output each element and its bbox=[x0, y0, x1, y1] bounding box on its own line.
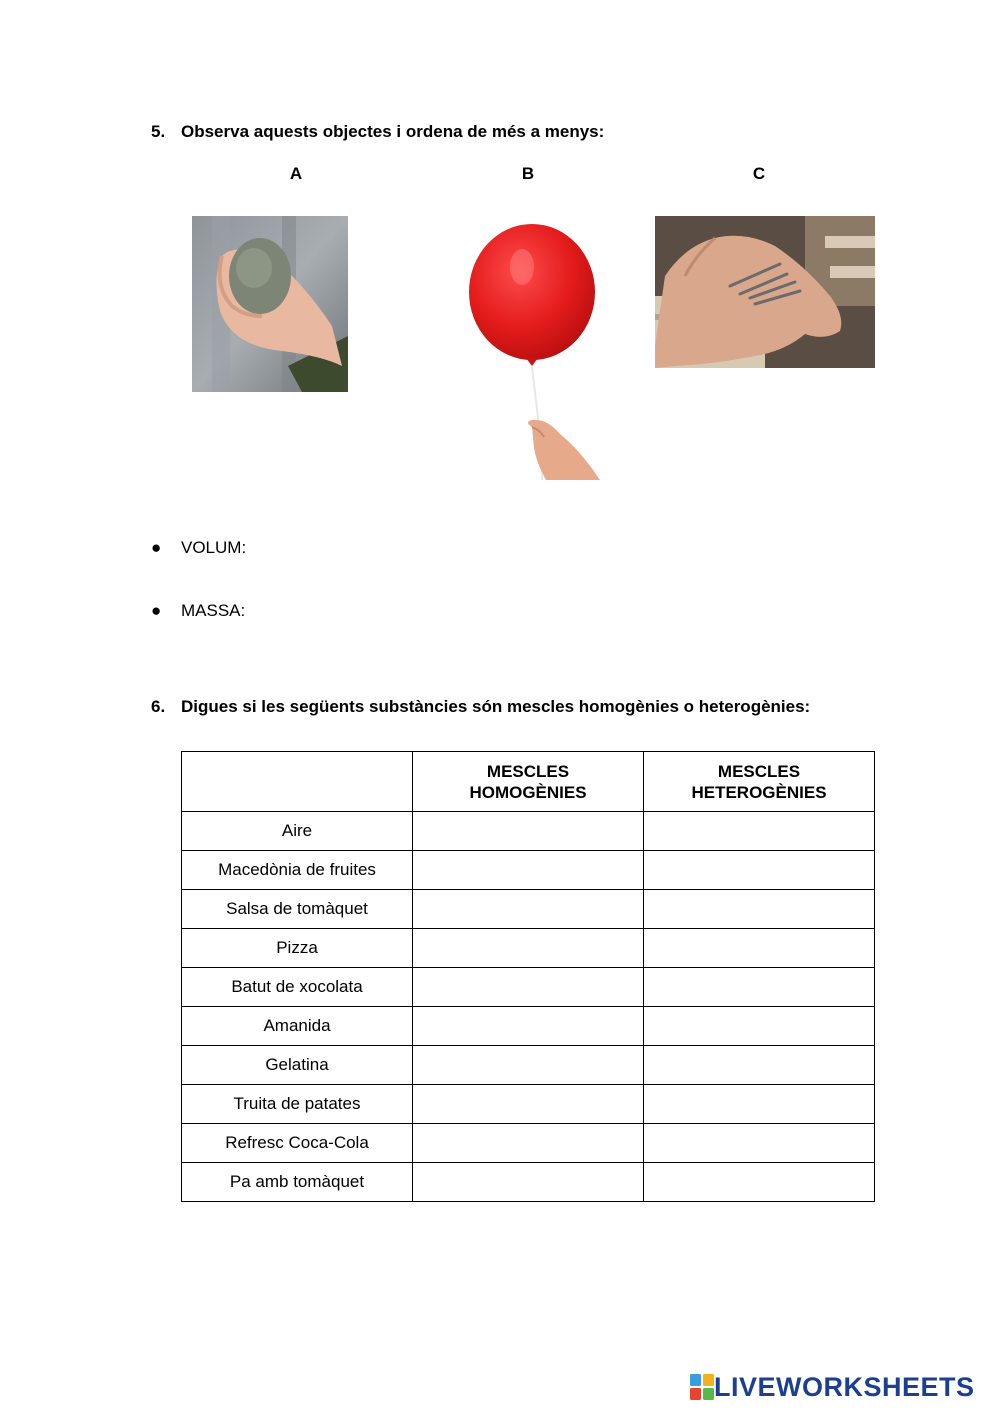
header-line: HETEROGÈNIES bbox=[691, 782, 827, 802]
homogeneous-cell[interactable] bbox=[413, 890, 644, 929]
substance-name: Amanida bbox=[182, 1007, 413, 1046]
question-text: Digues si les següents substàncies són mescles homogènies o heterogènies: bbox=[181, 697, 811, 716]
homogeneous-cell[interactable] bbox=[413, 1163, 644, 1202]
mass-label: MASSA: bbox=[181, 601, 246, 620]
question-number: 5. bbox=[151, 122, 166, 141]
homogeneous-cell[interactable] bbox=[413, 1124, 644, 1163]
header-homogeneous bbox=[413, 752, 644, 812]
table-row bbox=[182, 1124, 875, 1163]
substance-name: Batut de xocolata bbox=[182, 968, 413, 1007]
table-row bbox=[182, 1163, 875, 1202]
header-line: HOMOGÈNIES bbox=[469, 782, 587, 802]
substance-name: Pa amb tomàquet bbox=[182, 1163, 413, 1202]
bullet-icon: ● bbox=[151, 601, 162, 620]
heterogeneous-cell[interactable] bbox=[644, 1124, 875, 1163]
heterogeneous-cell[interactable] bbox=[644, 812, 875, 851]
homogeneous-cell[interactable] bbox=[413, 851, 644, 890]
heterogeneous-cell[interactable] bbox=[644, 1163, 875, 1202]
homogeneous-cell[interactable] bbox=[413, 968, 644, 1007]
header-empty bbox=[182, 752, 413, 812]
volume-bullet bbox=[151, 538, 246, 558]
volume-label: VOLUM: bbox=[181, 538, 247, 557]
homogeneous-cell[interactable] bbox=[413, 1007, 644, 1046]
heterogeneous-cell[interactable] bbox=[644, 929, 875, 968]
substance-name: Aire bbox=[182, 812, 413, 851]
heterogeneous-cell[interactable] bbox=[644, 1085, 875, 1124]
homogeneous-cell[interactable] bbox=[413, 1046, 644, 1085]
stone-in-hand-image bbox=[192, 216, 348, 392]
heterogeneous-cell[interactable] bbox=[644, 1007, 875, 1046]
table-header-row bbox=[182, 752, 875, 812]
header-line: MESCLES bbox=[717, 761, 801, 781]
screws-in-hand-image bbox=[655, 216, 875, 368]
heterogeneous-cell[interactable] bbox=[644, 968, 875, 1007]
mixtures-table bbox=[181, 751, 875, 1202]
heterogeneous-cell[interactable] bbox=[644, 851, 875, 890]
label-a: A bbox=[289, 164, 303, 183]
table-row bbox=[182, 929, 875, 968]
table-row bbox=[182, 1007, 875, 1046]
question-5-title bbox=[151, 122, 604, 142]
table-row bbox=[182, 1046, 875, 1085]
header-line: MESCLES bbox=[486, 761, 570, 781]
table-row bbox=[182, 968, 875, 1007]
logo-blocks-icon bbox=[690, 1374, 714, 1400]
substance-name: Refresc Coca-Cola bbox=[182, 1124, 413, 1163]
header-heterogeneous bbox=[644, 752, 875, 812]
substance-name: Truita de patates bbox=[182, 1085, 413, 1124]
label-c: C bbox=[752, 164, 766, 183]
substance-name: Gelatina bbox=[182, 1046, 413, 1085]
table-row bbox=[182, 1085, 875, 1124]
label-b: B bbox=[521, 164, 535, 183]
red-balloon-image bbox=[462, 222, 602, 480]
mass-bullet bbox=[151, 601, 245, 621]
liveworksheets-logo bbox=[690, 1373, 975, 1401]
heterogeneous-cell[interactable] bbox=[644, 890, 875, 929]
table-row bbox=[182, 812, 875, 851]
heterogeneous-cell[interactable] bbox=[644, 1046, 875, 1085]
substance-name: Salsa de tomàquet bbox=[182, 890, 413, 929]
question-6-title bbox=[151, 697, 810, 717]
question-text: Observa aquests objectes i ordena de més a menys: bbox=[181, 122, 605, 141]
table-row bbox=[182, 890, 875, 929]
substance-name: Macedònia de fruites bbox=[182, 851, 413, 890]
homogeneous-cell[interactable] bbox=[413, 1085, 644, 1124]
question-number: 6. bbox=[151, 697, 166, 716]
bullet-icon: ● bbox=[151, 538, 162, 557]
logo-text: LIVEWORKSHEETS bbox=[714, 1371, 975, 1402]
table-row bbox=[182, 851, 875, 890]
substance-name: Pizza bbox=[182, 929, 413, 968]
homogeneous-cell[interactable] bbox=[413, 929, 644, 968]
homogeneous-cell[interactable] bbox=[413, 812, 644, 851]
